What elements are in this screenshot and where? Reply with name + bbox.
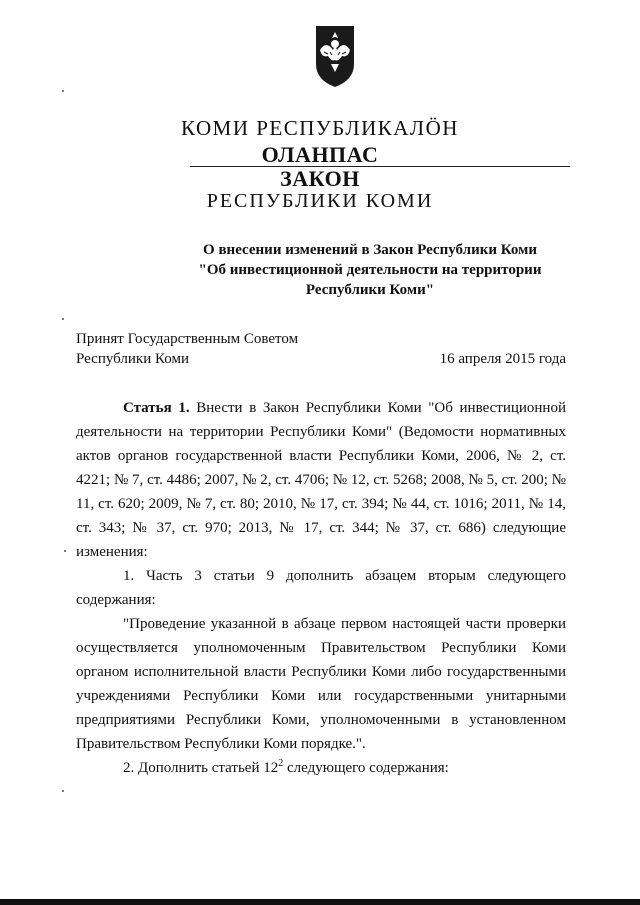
article-1-item-2 (76, 756, 566, 780)
law-title-line-1: О внесении изменений в Закон Республики Коми (203, 242, 537, 258)
law-body (76, 396, 566, 780)
law-title-line-3: Республики Коми" (305, 282, 435, 298)
adoption-block (76, 329, 566, 369)
article-1-item-1: 1. Часть 3 статьи 9 дополнить абзацем вторым следующего содержания: (76, 568, 566, 608)
adoption-line-1: Принят Государственным Советом (76, 331, 299, 347)
scan-speck (62, 318, 64, 320)
item-2-superscript: 2 (278, 758, 284, 769)
scan-speck (62, 790, 64, 792)
komi-coat-of-arms-icon (314, 24, 356, 88)
header-olanpas: ОЛАНПАС (261, 142, 379, 167)
header-republic: РЕСПУБЛИКИ КОМИ (206, 190, 434, 212)
article-1-quote: "Проведение указанной в абзаце первом настоящей части проверки осуществляется уполномоченным Правительством Республики Коми органом исполнительной власти Республики Коми либо государственными учреждениями Республики Коми или государственными унитарными предприятиями Республики Коми, уполномоченными в установленном Правительством Республики Коми порядке.". (76, 616, 566, 752)
article-1-label: Статья 1. (123, 400, 190, 416)
adoption-line-2: Республики Коми (76, 351, 189, 367)
scan-speck (64, 550, 66, 552)
header-komi-line: КОМИ РЕСПУБЛИКАЛÖН (181, 116, 459, 140)
scan-speck (62, 90, 64, 92)
article-1-text: Внести в Закон Республики Коми "Об инвестиционной деятельности на территории Республики Коми" (Ведомости нормативных актов органов государственной власти Республики Коми, 2006, № 2, ст. 4221; № 7, ст. 4486; 2007, № 2, ст. 4706; № 12, ст. 5268; 2008, № 5, ст. 200; № 11, ст. 620; 2009, № 7, ст. 80; 2010, № 17, ст. 394; № 44, ст. 1016; 2011, № 14, ст. 343; № 37, ст. 970; 2013, № 17, ст. 344; № 37, ст. 686) следующие изменения: (76, 400, 566, 560)
adoption-date: 16 апреля 2015 года (439, 351, 566, 367)
law-title (100, 240, 640, 300)
article-1-paragraph (76, 396, 566, 564)
law-title-line-2: "Об инвестиционной деятельности на территории (198, 262, 542, 278)
scan-bottom-edge (0, 899, 640, 905)
item-2-suffix: следующего содержания: (283, 760, 449, 776)
header-zakon: ЗАКОН (280, 166, 360, 191)
item-2-prefix: 2. Дополнить статьей 12 (123, 760, 279, 776)
